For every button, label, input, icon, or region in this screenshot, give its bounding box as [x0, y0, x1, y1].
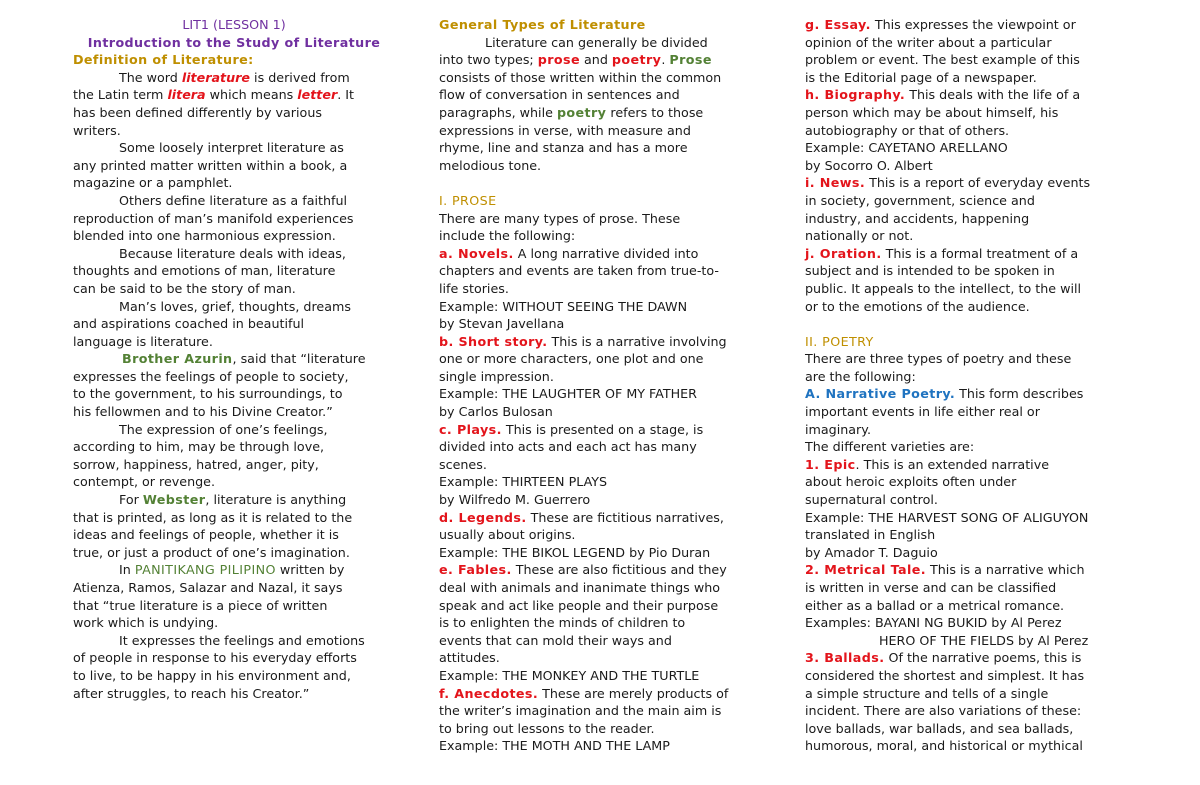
prose-item-anecdotes: f. Anecdotes. These are merely products of the writer’s imagination and the main aim is to bring out lessons to the reader. Example: THE MOTH AND THE LAMP — [439, 685, 729, 754]
label-novels: a. Novels. — [439, 245, 514, 261]
name-webster: Webster — [142, 492, 206, 508]
prose-heading: I. PROSE — [439, 192, 497, 208]
label-essay: g. Essay. — [805, 17, 871, 32]
prose-item-legends: d. Legends. These are fictitious narratives, usually about origins. Example: THE BIKOL LEGEND by Pio Duran — [439, 509, 724, 560]
paragraph-loose-definition: Some loosely interpret literature as any printed matter written within a book, a magazine or a pamphlet. — [73, 140, 348, 191]
term-prose: prose — [537, 52, 580, 68]
label-short-story: b. Short story. — [439, 333, 548, 349]
lesson-title: LIT1 (LESSON 1) — [182, 17, 286, 32]
term-poetry: poetry — [611, 52, 662, 68]
name-panitikang-pilipino: PANITIKANG PILIPINO — [134, 562, 276, 578]
poetry-item-metrical-tale: 2. Metrical Tale. This is a narrative which is written in verse and can be classified either as a ballad or a metrical romance. Examples: BAYANI NG BUKID by Al Perez HERO OF THE FIELDS by Al Perez — [805, 562, 1089, 648]
paragraph-expression-of-feelings: The expression of one’s feelings, according to him, may be through love, sorrow, happiness, hatred, anger, pity, contempt, or revenge. — [73, 421, 328, 490]
poetry-item-epic: 1. Epic. This is an extended narrative about heroic exploits often under supernatural control. Example: THE HARVEST SONG OF ALIGUYON translated in English by Amador T. Daguio — [805, 456, 1089, 560]
term-litera: litera — [167, 87, 206, 103]
label-narrative-poetry: A. Narrative Poetry. — [805, 386, 956, 402]
paragraph-feelings-and-emotions: It expresses the feelings and emotions of people in response to his everyday efforts to live, to be happy in his environment and, after struggles, to reach his Creator.” — [73, 632, 365, 701]
label-news: i. News. — [805, 175, 866, 191]
label-legends: d. Legends. — [439, 509, 527, 525]
label-ballads: 3. Ballads. — [805, 650, 885, 666]
column-1 — [73, 16, 395, 702]
prose-item-biography: h. Biography. This deals with the life of a person which may be about himself, his autobiography or that of others. Example: CAYETANO ARELLANO by Socorro O. Albert — [805, 87, 1081, 173]
label-metrical-tale: 2. Metrical Tale. — [805, 562, 926, 578]
poetry-item-narrative: A. Narrative Poetry. This form describes important events in life either real or imaginary. The different varieties are: — [805, 386, 1084, 455]
prose-item-essay: g. Essay. This expresses the viewpoint or opinion of the writer about a particular problem or event. The best example of this is the Editorial page of a newspaper. — [805, 17, 1080, 85]
prose-item-news: i. News. This is a report of everyday events in society, government, science and industry, and accidents, happening nationally or not. — [805, 175, 1091, 244]
label-anecdotes: f. Anecdotes. — [439, 685, 539, 701]
label-oration: j. Oration. — [805, 245, 882, 261]
column-2: General Types of Literature Literature can generally be divided into two types; prose and poetry. Prose consists of those written within the common flow of conversation in sentences and paragraphs, while poetry refers to those expressions in verse, with measure and rhyme, line and stanza and has a more melodious tone. I. PROSE There are many types of prose. These include the following: a. Novels. A long narrative divided into chapters and events are taken from true-to- life stories. Example: WITHOUT SEEING THE DAWN by Stevan Javellana b. Short story. This is a narrative involving one or more characters, one plot and one single impression. Example: THE LAUGHTER OF MY FATHER by Carlos Bulosan c. Plays. This is presented on a stage, is divided into acts and each act has many scenes. Example: THIRTEEN PLAYS by Wilfredo M. Guerrero d. Legends. These are fictitious narratives, usually about origins. Example: THE BIKOL LEGEND by Pio Duran e. Fables. These are also fictitious and they deal with animals and inanimate things who speak and act like people and their purpose is to enlighten the minds of children to events that can mold their ways and attitudes. Example: THE MONKEY AND THE TURTLE f. Anecdotes. These are merely products of the writer’s imagination and the main aim is to bring out lessons to the reader. Example: THE MOTH AND THE LAMP — [439, 16, 769, 755]
label-epic: 1. Epic — [805, 456, 856, 472]
paragraph-webster: For Webster, literature is anything that is printed, as long as it is related to the ideas and feelings of people, whether it is true, or just a product of one’s imagination. — [73, 492, 353, 560]
paragraph-faithful-reproduction: Others define literature as a faithful reproduction of man’s manifold experiences blended into one harmonious expression. — [73, 192, 354, 244]
label-biography: h. Biography. — [805, 87, 906, 103]
label-fables: e. Fables. — [439, 562, 512, 578]
term-literature: literature — [181, 69, 251, 85]
paragraph-brother-azurin: Brother Azurin, said that “literature expresses the feelings of people to society, to the government, to his surroundings, to his fellowmen and to his Divine Creator.” — [73, 351, 366, 420]
paragraph-general-types: Literature can generally be divided into two types; prose and poetry. Prose consists of those written within the common flow of conversation in sentences and paragraphs, while poetry refers to those expressions in verse, with measure and rhyme, line and stanza and has a more melodious tone. — [439, 34, 722, 173]
paragraph-story-of-man: Because literature deals with ideas, thoughts and emotions of man, literature can be said to be the story of man. — [73, 245, 346, 296]
poetry-heading: II. POETRY — [805, 333, 874, 349]
poetry-item-ballads: 3. Ballads. Of the narrative poems, this is considered the shortest and simplest. It has a simple structure and tells of a single incident. There are also variations of these: love ballads, war ballads, and sea ballads, humorous, moral, and historical or mythical — [805, 650, 1085, 754]
column-3: g. Essay. This expresses the viewpoint or opinion of the writer about a particular problem or event. The best example of this is the Editorial page of a newspaper. h. Biography. This deals with the life of a person which may be about himself, his autobiography or that of others. Example: CAYETANO ARELLANO by Socorro O. Albert i. News. This is a report of everyday events in society, government, science and industry, and accidents, happening nationally or not. j. Oration. This is a formal treatment of a subject and is intended to be spoken in public. It appeals to the intellect, to the will or to the emotions of the audience. II. POETRY There are three types of poetry and these are the following: A. Narrative Poetry. This form describes important events in life either real or imaginary. The different varieties are: 1. Epic. This is an extended narrative about heroic exploits often under supernatural control. Example: THE HARVEST SONG OF ALIGUYON translated in English by Amador T. Daguio 2. Metrical Tale. This is a narrative which is written in verse and can be classified either as a ballad or a metrical romance. Examples: BAYANI NG BUKID by Al Perez HERO OF THE FIELDS by Al Perez 3. Ballads. Of the narrative poems, this is considered the shortest and simplest. It has a simple structure and tells of a single incident. There are also variations of these: love ballads, war ballads, and sea ballads, humorous, moral, and historical or mythical — [805, 16, 1140, 755]
prose-item-short-story: b. Short story. This is a narrative involving one or more characters, one plot and one single impression. Example: THE LAUGHTER OF MY FATHER by Carlos Bulosan — [439, 333, 727, 420]
label-plays: c. Plays. — [439, 421, 502, 437]
term-prose-2: Prose — [669, 52, 712, 68]
prose-item-novels: a. Novels. A long narrative divided into chapters and events are taken from true-to- life stories. Example: WITHOUT SEEING THE DAWN by Stevan Javellana — [439, 245, 719, 332]
term-poetry-2: poetry — [556, 104, 607, 120]
term-letter: letter — [297, 87, 338, 103]
definition-heading: Definition of Literature: — [73, 52, 254, 68]
name-brother-azurin: Brother Azurin — [122, 351, 233, 367]
prose-item-plays: c. Plays. This is presented on a stage, is divided into acts and each act has many scenes. Example: THIRTEEN PLAYS by Wilfredo M. Guerrero — [439, 421, 704, 508]
paragraph-mans-loves: Man’s loves, grief, thoughts, dreams and aspirations coached in beautiful language is literature. — [73, 298, 351, 349]
lesson-subtitle: Introduction to the Study of Literature — [87, 34, 381, 50]
prose-item-fables: e. Fables. These are also fictitious and they deal with animals and inanimate things who speak and act like people and their purpose is to enlighten the minds of children to events that can mold their ways and attitudes. Example: THE MONKEY AND THE TURTLE — [439, 562, 727, 683]
paragraph-etymology: The word literature is derived from the Latin term litera which means letter. It has been defined differently by various writers. — [73, 69, 355, 138]
general-types-heading: General Types of Literature — [439, 17, 646, 32]
prose-item-oration: j. Oration. This is a formal treatment of a subject and is intended to be spoken in public. It appeals to the intellect, to the will or to the emotions of the audience. — [805, 245, 1082, 314]
paragraph-panitikang-pilipino: In PANITIKANG PILIPINO written by Atienza, Ramos, Salazar and Nazal, it says that “true literature is a piece of written work which is undying. — [73, 562, 345, 631]
